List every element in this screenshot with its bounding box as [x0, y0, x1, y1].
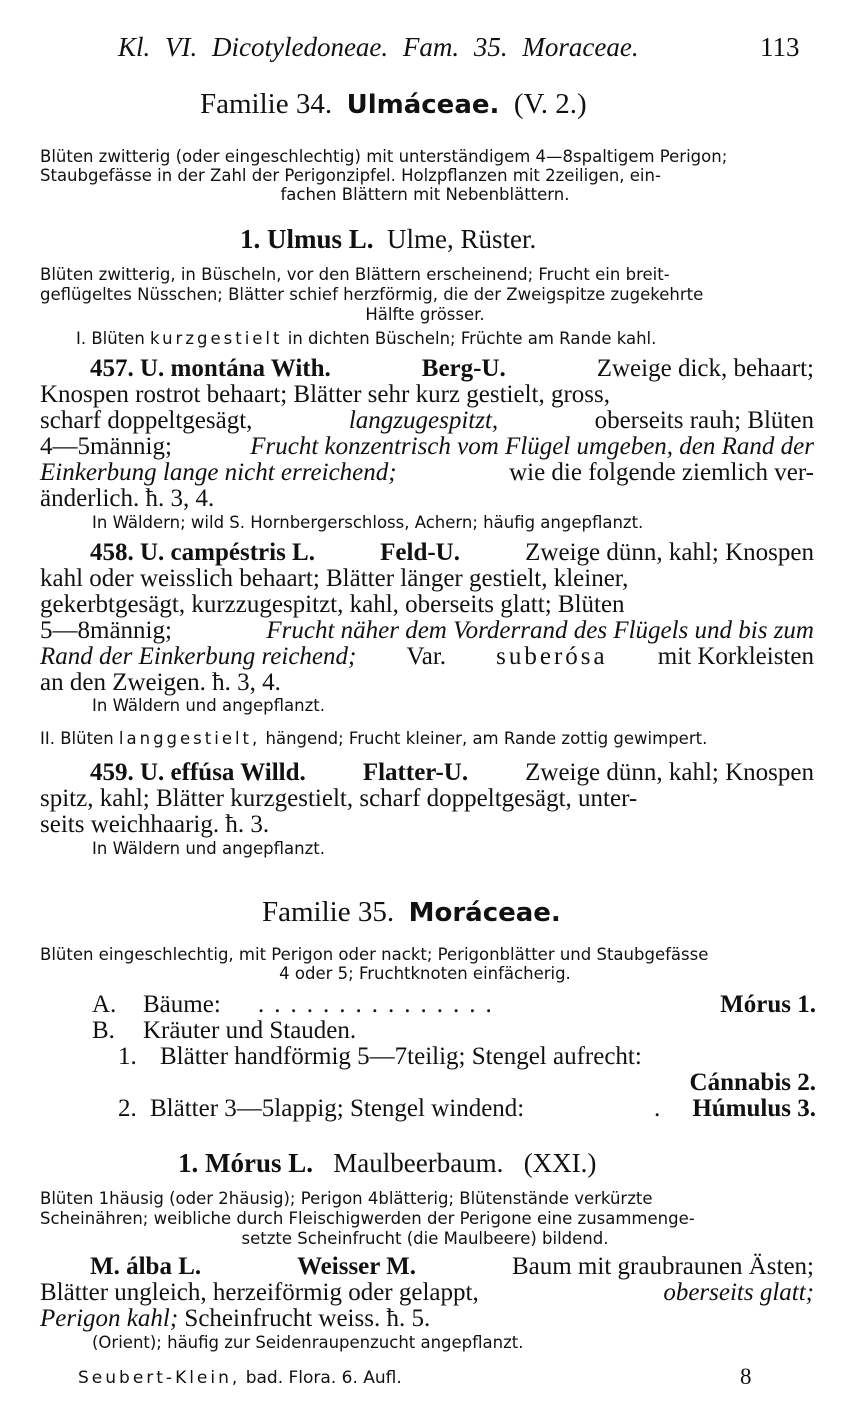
family-35-prefix: Familie 35. [262, 896, 395, 928]
family-34-name: Ulmáceae. [346, 90, 500, 120]
species-457-habitat: In Wäldern; wild S. Hornbergerschloss, Achern; häufig angepflanzt. [92, 513, 644, 532]
family-34-class: (V. 2.) [513, 88, 587, 120]
species-457-line-5: Einkerbung lange nicht erreichend; wie die folgende ziemlich ver- [40, 459, 814, 486]
morus-alba-line-2: Blätter ungleich, herzeiförmig oder gelappt, oberseits glatt; [40, 1279, 814, 1306]
species-457-line-6: änderlich. ħ. 3, 4. [40, 485, 215, 512]
family-35-desc-1: Blüten eingeschlechtig, mit Perigon oder nackt; Perigonblätter und Staubgefässe [40, 945, 709, 964]
species-458-line-4: 5—8männig; Frucht näher dem Vorderrand des Flügels und bis zum [40, 617, 814, 644]
footer-source: Seubert-Klein, bad. Flora. 6. Aufl. [78, 1368, 402, 1388]
key-a-leader-dots: ............... [258, 991, 502, 1018]
species-458-line-2: kahl oder weisslich behaart; Blätter länger gestielt, kleiner, [40, 565, 629, 592]
species-457-line-3: scharf doppeltgesägt, langzugespitzt, oberseits rauh; Blüten [40, 407, 814, 434]
species-457-line-1: 457. U. montána With. Berg-U. Zweige dick, behaart; [90, 355, 814, 382]
ulmus-desc-1: Blüten zwitterig, in Büscheln, vor den Blättern erscheinend; Frucht ein breit- [40, 265, 670, 284]
key-2-label: 2. [118, 1095, 137, 1122]
family-35-heading [262, 896, 561, 929]
ulmus-desc-3: Hälfte grösser. [365, 305, 485, 324]
sheet-number: 8 [740, 1364, 752, 1389]
ulmus-group-1: I. Blüten kurzgestielt in dichten Büscheln; Früchte am Rande kahl. [76, 329, 657, 348]
key-a-label: A. [92, 991, 117, 1018]
family-34-desc-3: fachen Blättern mit Nebenblättern. [280, 185, 570, 204]
genus-ulmus-heading [240, 224, 536, 255]
key-b-text: Kräuter und Stauden. [143, 1017, 357, 1044]
family-35-name: Moráceae. [408, 898, 561, 928]
page-number: 113 [760, 32, 800, 62]
key-2-leader-dot: . [654, 1095, 661, 1122]
species-458-line-3: gekerbtgesägt, kurzzugespitzt, kahl, oberseits glatt; Blüten [40, 591, 625, 618]
genus-name: Ulmus L. [267, 224, 374, 254]
ulmus-group-2: II. Blüten langgestielt, hängend; Frucht kleiner, am Rande zottig gewimpert. [40, 729, 708, 748]
species-458-line-1: 458. U. campéstris L. Feld-U. Zweige dünn, kahl; Knospen [90, 539, 814, 566]
species-459-line-3: seits weichhaarig. ħ. 3. [40, 811, 270, 838]
species-457-line-2: Knospen rostrot behaart; Blätter sehr kurz gestielt, gross, [40, 381, 610, 408]
running-header: Kl. VI. Dicotyledoneae. Fam. 35. Moraceae. [118, 32, 639, 62]
key-b-label: B. [92, 1017, 115, 1044]
morus-alba-line-1: M. álba L. Weisser M. Baum mit graubraunen Ästen; [90, 1253, 814, 1280]
morus-desc-3: setzte Scheinfrucht (die Maulbeere) bildend. [241, 1229, 609, 1248]
species-457-line-4: 4—5männig; Frucht konzentrisch vom Flügel umgeben, den Rand der [40, 433, 814, 460]
species-458-line-6: an den Zweigen. ħ. 3, 4. [40, 669, 281, 696]
family-34-heading [200, 88, 587, 121]
species-459-habitat: In Wäldern und angepflanzt. [92, 839, 325, 858]
genus-morus-heading [178, 1148, 596, 1179]
genus-number: 1. [240, 224, 261, 254]
species-458-line-5: Rand der Einkerbung reichend; Var. suberósa mit Korkleisten [40, 643, 814, 670]
species-459-line-2: spitz, kahl; Blätter kurzgestielt, scharf doppeltgesägt, unter- [40, 785, 638, 812]
key-1-genus: Cánnabis 2. [689, 1069, 816, 1096]
family-34-prefix: Familie 34. [200, 88, 333, 120]
family-35-desc-2: 4 oder 5; Fruchtknoten einfächerig. [279, 964, 571, 983]
species-458-habitat: In Wäldern und angepflanzt. [92, 696, 325, 715]
morus-alba-line-3: Perigon kahl; Scheinfrucht weiss. ħ. 5. [40, 1305, 431, 1332]
genus-common-name: Ulme, Rüster. [387, 224, 537, 254]
genus-common-name: Maulbeerbaum. [333, 1148, 504, 1178]
genus-class: (XXI.) [523, 1148, 597, 1178]
key-1-text: Blätter handförmig 5—7teilig; Stengel aufrecht: [160, 1043, 642, 1070]
genus-number: 1. [178, 1148, 199, 1178]
morus-desc-2: Scheinähren; weibliche durch Fleischigwerden der Perigone eine zusammenge- [40, 1209, 695, 1228]
key-2-text: Blätter 3—5lappig; Stengel windend: [150, 1095, 525, 1122]
genus-name: Mórus L. [205, 1148, 313, 1178]
ulmus-desc-2: geflügeltes Nüsschen; Blätter schief herzförmig, die der Zweigspitze zugekehrte [40, 285, 704, 304]
family-34-desc-2: Staubgefässe in der Zahl der Perigonzipfel. Holzpflanzen mit 2zeiligen, ein- [40, 166, 661, 185]
key-1-label: 1. [118, 1043, 137, 1070]
family-34-desc-1: Blüten zwitterig (oder eingeschlechtig) mit unterständigem 4—8spaltigem Perigon; [40, 147, 728, 166]
key-a-text: Bäume: [143, 991, 221, 1018]
species-459-line-1: 459. U. effúsa Willd. Flatter-U. Zweige dünn, kahl; Knospen [90, 759, 814, 786]
key-a-genus: Mórus 1. [720, 991, 816, 1018]
morus-alba-habitat: (Orient); häufig zur Seidenraupenzucht angepflanzt. [92, 1333, 524, 1352]
morus-desc-1: Blüten 1häusig (oder 2häusig); Perigon 4blätterig; Blütenstände verkürzte [40, 1189, 653, 1208]
key-2-genus: Húmulus 3. [692, 1095, 816, 1122]
